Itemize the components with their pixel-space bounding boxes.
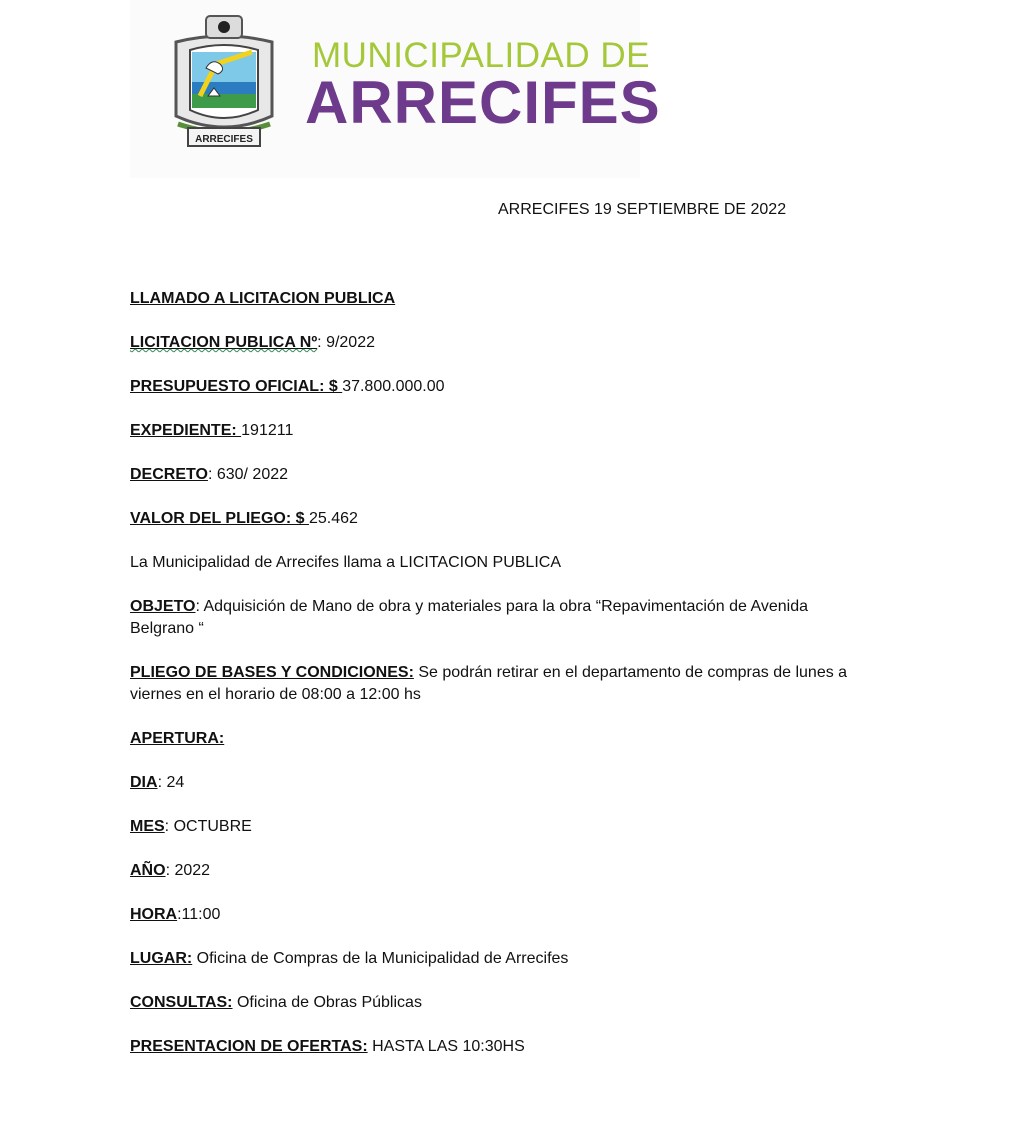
licitacion-line (130, 332, 875, 354)
presupuesto-label: PRESUPUESTO OFICIAL: $ (130, 378, 343, 395)
anio-line (130, 860, 875, 882)
consultas-line (130, 992, 875, 1014)
pliego-label: PLIEGO DE BASES Y CONDICIONES: (130, 664, 414, 681)
presentacion-label: PRESENTACION DE OFERTAS: (130, 1038, 368, 1055)
decreto-label: DECRETO (130, 466, 208, 483)
lugar-label: LUGAR: (130, 950, 193, 967)
consultas-label: CONSULTAS: (130, 994, 233, 1011)
expediente-line (130, 420, 875, 442)
objeto-label: OBJETO (130, 598, 196, 615)
decreto-value: : 630/ 2022 (207, 466, 289, 483)
document-body (130, 288, 875, 1080)
hora-line (130, 904, 875, 926)
mes-label: MES (130, 818, 165, 835)
valor-pliego-label: VALOR DEL PLIEGO: $ (130, 510, 309, 527)
svg-text:ARRECIFES: ARRECIFES (195, 134, 253, 145)
licitacion-value: : 9/2022 (317, 334, 375, 351)
anio-value: : 2022 (165, 862, 211, 879)
brand-name-main: ARRECIFES (305, 69, 661, 136)
pliego-paragraph (130, 662, 875, 706)
apertura-heading (130, 728, 875, 750)
dia-value: : 24 (157, 774, 185, 791)
document-date: ARRECIFES 19 SEPTIEMBRE DE 2022 (498, 201, 787, 218)
decreto-line (130, 464, 875, 486)
presupuesto-value: 37.800.000.00 (342, 378, 445, 395)
apertura-label: APERTURA: (130, 730, 225, 747)
objeto-paragraph (130, 596, 875, 640)
hora-value: :11:00 (177, 906, 221, 923)
intro-paragraph: La Municipalidad de Arrecifes llama a LICITACION PUBLICA (130, 554, 561, 571)
presupuesto-line (130, 376, 875, 398)
hora-label: HORA (130, 906, 178, 923)
presentacion-line (130, 1036, 875, 1058)
expediente-label: EXPEDIENTE: (130, 422, 242, 439)
title-text: LLAMADO A LICITACION PUBLICA (130, 290, 396, 307)
lugar-line (130, 948, 875, 970)
presentacion-value: HASTA LAS 10:30HS (367, 1038, 525, 1055)
mes-value: : OCTUBRE (164, 818, 252, 835)
expediente-value: 191211 (241, 422, 294, 439)
valor-pliego-value: 25.462 (308, 510, 358, 527)
mes-line (130, 816, 875, 838)
anio-label: AÑO (130, 862, 166, 879)
lugar-value: Oficina de Compras de la Municipalidad de Arrecifes (192, 950, 569, 967)
dia-label: DIA (130, 774, 158, 791)
consultas-value: Oficina de Obras Públicas (232, 994, 422, 1011)
pliego-value: Se podrán retirar en el departamento de compras de lunes a viernes en el horario de 08:00 a 12:00 hs (130, 664, 848, 703)
document-title (130, 288, 875, 310)
municipal-crest-logo (166, 12, 282, 152)
objeto-value: : Adquisición de Mano de obra y materiales para la obra “Repavimentación de Avenida Belgrano “ (130, 598, 809, 637)
licitacion-label: LICITACION PUBLICA Nº (130, 334, 318, 351)
brand-name-top: MUNICIPALIDAD DE (312, 36, 650, 75)
dia-line (130, 772, 875, 794)
valor-pliego-line (130, 508, 875, 530)
